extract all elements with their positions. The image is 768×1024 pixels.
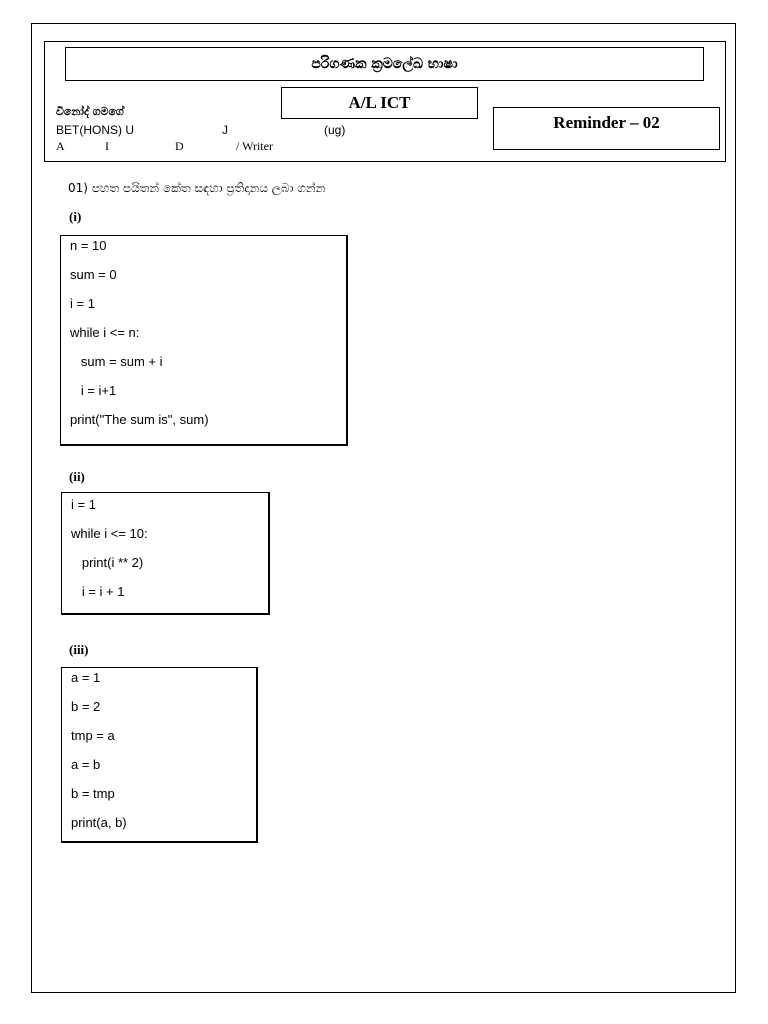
code-box-part-3	[61, 667, 258, 843]
degree-j: J	[222, 123, 228, 137]
role-d: D	[175, 139, 184, 153]
part-label: (ii)	[69, 469, 85, 484]
part-label: (i)	[69, 209, 82, 224]
author-roles	[56, 139, 296, 153]
code-line: tmp = a	[71, 728, 115, 743]
question-title: 01) පහත පයිතන් කේත සඳහා ප්‍රතිදානය ලබා ගන්න	[68, 181, 326, 195]
code-box-part-1	[60, 235, 348, 446]
code-line: i = 1	[70, 296, 95, 311]
author-name: විනෝද් ගමගේ	[56, 105, 124, 118]
code-line: b = 2	[71, 699, 101, 714]
code-line: sum = 0	[70, 267, 117, 282]
degree-ug: (ug)	[324, 123, 346, 137]
code-line: a = b	[71, 757, 101, 772]
reminder-title: Reminder – 02	[493, 107, 720, 150]
code-line: print("The sum is", sum)	[70, 412, 209, 427]
code-line: i = i + 1	[71, 584, 125, 599]
code-line: a = 1	[71, 670, 101, 685]
code-line: b = tmp	[71, 786, 115, 801]
code-line: i = 1	[71, 497, 96, 512]
code-line: while i <= 10:	[71, 526, 148, 541]
code-line: print(i ** 2)	[71, 555, 144, 570]
code-box-part-2	[61, 492, 270, 615]
subject-title: පරිගණක ක්‍රමලේඛ භාෂා	[65, 47, 704, 81]
role-a: A	[56, 139, 65, 153]
degree-text: BET(HONS) U	[56, 123, 134, 137]
code-line: print(a, b)	[71, 815, 127, 830]
code-line: sum = sum + i	[70, 354, 163, 369]
code-line: while i <= n:	[70, 325, 140, 340]
grade-title: A/L ICT	[281, 87, 478, 119]
part-label: (iii)	[69, 642, 89, 657]
role-writer: / Writer	[236, 139, 273, 153]
role-i: I	[105, 139, 109, 153]
code-line: i = i+1	[70, 383, 117, 398]
code-line: n = 10	[70, 238, 107, 253]
